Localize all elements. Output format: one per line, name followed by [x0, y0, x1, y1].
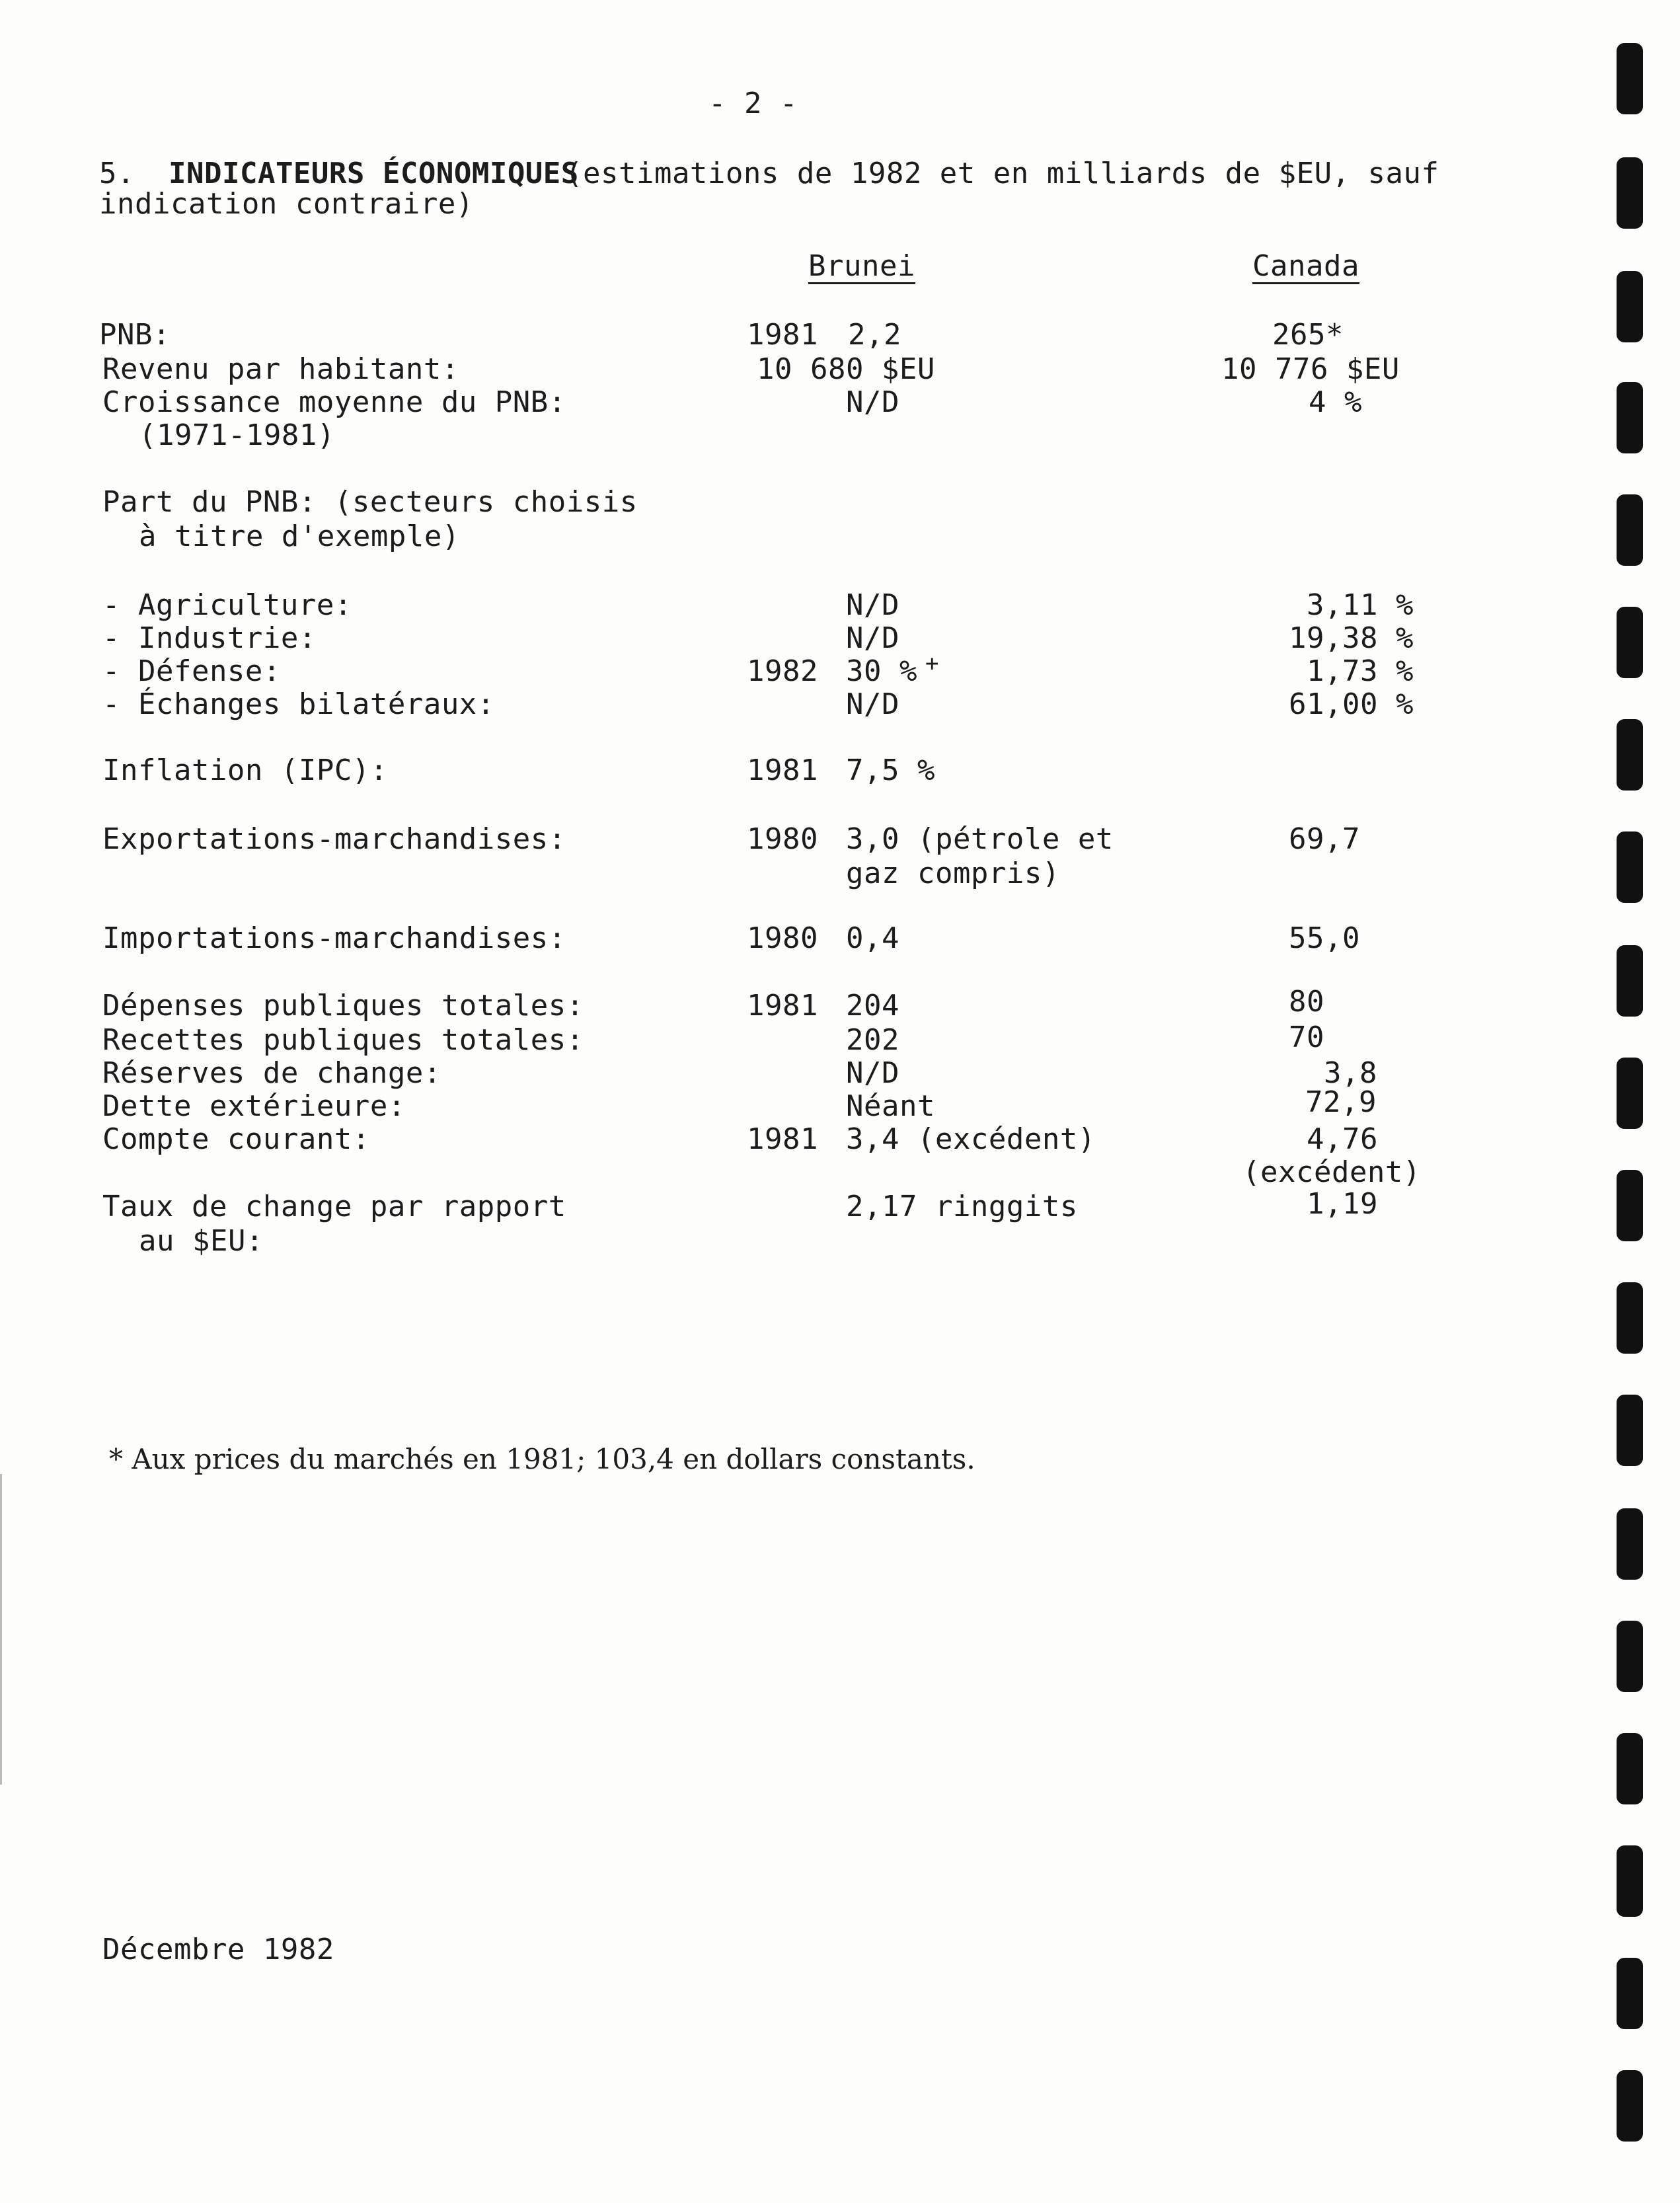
column-header-brunei: Brunei [808, 249, 915, 283]
section-number: 5. [99, 157, 135, 190]
row-label-pnb: PNB: [99, 318, 171, 352]
brunei-year-importations: 1980 [747, 921, 818, 955]
document-date: Décembre 1982 [102, 1933, 334, 1966]
binding-hole [1617, 719, 1643, 791]
row-label-part: Part du PNB: (secteurs choisis [102, 485, 638, 519]
canada-value-compte-note: (excédent) [1242, 1155, 1421, 1189]
footnote: * Aux prices du marchés en 1981; 103,4 en dollars constants. [109, 1443, 975, 1475]
binding-hole [1617, 271, 1643, 342]
canada-value-echanges: 61,00 % [1289, 687, 1414, 721]
row-label-defense: - Défense: [102, 654, 281, 688]
scan-edge-line [0, 1474, 2, 1785]
brunei-value-depenses: 204 [846, 989, 899, 1023]
canada-value-recettes: 70 [1289, 1021, 1324, 1054]
brunei-value-agriculture: N/D [846, 588, 899, 622]
row-label-inflation: Inflation (IPC): [102, 754, 388, 787]
brunei-value-echanges: N/D [846, 687, 899, 721]
canada-value-croissance: 4 % [1309, 385, 1362, 419]
brunei-value-industrie: N/D [846, 621, 899, 655]
row-label-compte: Compte courant: [102, 1122, 370, 1156]
row-label-part-cont: à titre d'exemple) [139, 520, 460, 553]
brunei-value-defense: 30 % [846, 654, 917, 688]
row-label-reserves: Réserves de change: [102, 1056, 441, 1090]
brunei-value-compte: 3,4 (excédent) [846, 1122, 1096, 1156]
binding-hole [1617, 831, 1643, 903]
canada-value-defense: 1,73 % [1307, 654, 1414, 688]
row-label-agriculture: - Agriculture: [102, 588, 352, 622]
canada-value-compte: 4,76 [1307, 1122, 1378, 1156]
brunei-value-reserves: N/D [846, 1056, 899, 1090]
binding-hole [1617, 1621, 1643, 1692]
binding-hole [1617, 945, 1643, 1017]
canada-value-industrie: 19,38 % [1289, 621, 1414, 655]
row-label-taux-cont: au $EU: [139, 1224, 264, 1258]
brunei-value-revenu: 10 680 $EU [757, 352, 935, 386]
section-subtitle: (estimations de 1982 et en milliards de $EU, sauf [565, 157, 1439, 190]
row-label-revenu: Revenu par habitant: [102, 352, 459, 386]
brunei-value-importations: 0,4 [846, 921, 899, 955]
defense-superscript: + [925, 650, 939, 677]
canada-value-revenu: 10 776 $EU [1221, 352, 1400, 386]
binding-hole [1617, 1395, 1643, 1466]
row-label-industrie: - Industrie: [102, 621, 317, 655]
section-subtitle-cont: indication contraire) [99, 187, 474, 221]
binding-holes [1617, 0, 1643, 2203]
brunei-year-depenses: 1981 [747, 989, 818, 1023]
brunei-value-exportations: 3,0 (pétrole et [846, 822, 1114, 856]
canada-value-exportations: 69,7 [1289, 822, 1360, 856]
brunei-value-dette: Néant [846, 1089, 935, 1123]
brunei-year-compte: 1981 [747, 1122, 818, 1156]
brunei-year-defense: 1982 [747, 654, 818, 688]
brunei-value-exportations-cont: gaz compris) [846, 857, 1060, 890]
row-label-exportations: Exportations-marchandises: [102, 822, 566, 856]
canada-value-agriculture: 3,11 % [1307, 588, 1414, 622]
row-label-echanges: - Échanges bilatéraux: [102, 687, 495, 721]
page-number: - 2 - [708, 87, 798, 120]
brunei-value-recettes: 202 [846, 1023, 899, 1057]
binding-hole [1617, 382, 1643, 453]
binding-hole [1617, 494, 1643, 566]
binding-hole [1617, 1958, 1643, 2029]
brunei-year-inflation: 1981 [747, 754, 818, 787]
binding-hole [1617, 1845, 1643, 1917]
canada-value-importations: 55,0 [1289, 921, 1360, 955]
binding-hole [1617, 1170, 1643, 1241]
canada-value-pnb: 265* [1272, 318, 1344, 352]
brunei-value-pnb: 2,2 [848, 318, 901, 352]
binding-hole [1617, 1058, 1643, 1129]
binding-hole [1617, 1282, 1643, 1354]
column-header-canada: Canada [1252, 249, 1359, 283]
binding-hole [1617, 43, 1643, 114]
brunei-value-croissance: N/D [846, 385, 899, 419]
row-label-croissance-period: (1971-1981) [139, 418, 335, 452]
canada-value-reserves: 3,8 [1324, 1056, 1377, 1090]
brunei-year-exportations: 1980 [747, 822, 818, 856]
row-label-dette: Dette extérieure: [102, 1089, 406, 1123]
row-label-importations: Importations-marchandises: [102, 921, 566, 955]
binding-hole [1617, 1733, 1643, 1804]
brunei-year-pnb: 1981 [747, 318, 818, 352]
row-label-croissance: Croissance moyenne du PNB: [102, 385, 566, 419]
canada-value-depenses: 80 [1289, 985, 1324, 1019]
binding-hole [1617, 1508, 1643, 1580]
binding-hole [1617, 157, 1643, 229]
row-label-taux: Taux de change par rapport [102, 1190, 566, 1223]
binding-hole [1617, 607, 1643, 678]
brunei-value-inflation: 7,5 % [846, 754, 935, 787]
row-label-recettes: Recettes publiques totales: [102, 1023, 584, 1057]
canada-value-taux: 1,19 [1307, 1187, 1378, 1221]
binding-hole [1617, 2070, 1643, 2142]
brunei-value-taux: 2,17 ringgits [846, 1190, 1078, 1223]
section-title: INDICATEURS ÉCONOMIQUES [169, 157, 579, 190]
row-label-depenses: Dépenses publiques totales: [102, 989, 584, 1023]
canada-value-dette: 72,9 [1305, 1085, 1377, 1119]
